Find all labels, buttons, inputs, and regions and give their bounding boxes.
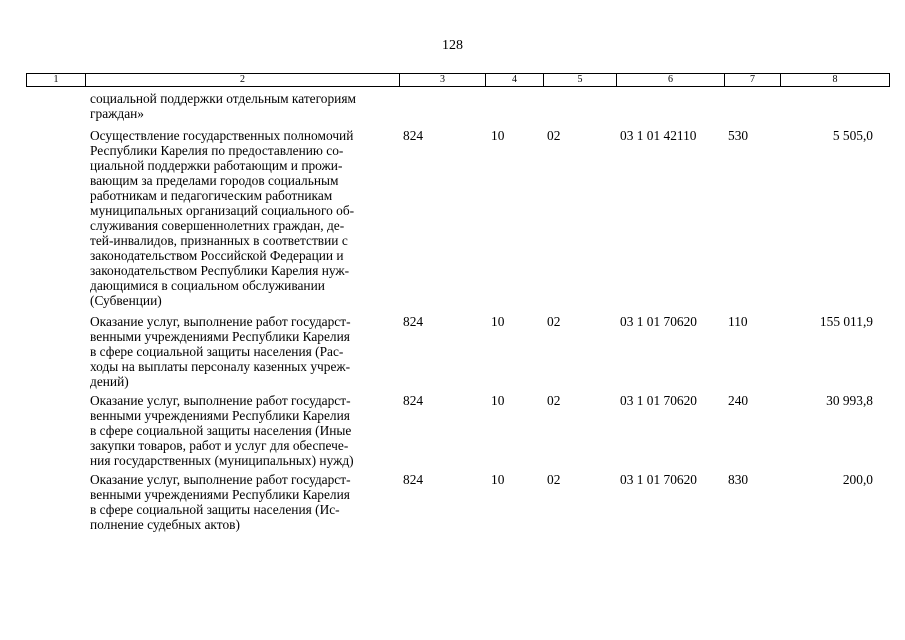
col-expense-type: 240 xyxy=(728,392,749,408)
row-description: социальной поддержки отдельным категориям граждан» xyxy=(90,91,356,121)
row-description: Осуществление государственных полномочий Республики Карелия по предоставлению со- циальной поддержки работающим и прожи- вающим за пределами городов социальным работникам и педагогическим работникам муниципальных организаций социального об- служивания совершеннолетних граждан, де- тей-инвалидов, признанных в соответствии с законодательством Российской Федерации и законодательством Республики Карелия нуж- дающимися в социальном обслуживании (Субвенции) xyxy=(90,128,355,309)
col-amount: 5 505,0 xyxy=(832,128,873,144)
header-col-2: 2 xyxy=(86,74,400,87)
col-subsection: 02 xyxy=(547,471,561,487)
col-target-article: 03 1 01 70620 xyxy=(620,392,697,408)
col-section: 10 xyxy=(491,128,505,144)
col-subsection: 02 xyxy=(547,313,561,329)
col-target-article: 03 1 01 70620 xyxy=(620,313,697,329)
table-header xyxy=(26,73,890,87)
table-row xyxy=(26,314,881,393)
row-description: Оказание услуг, выполнение работ государст- венными учреждениями Республики Карелия в сфере социальной защиты населения (Ис- полнение судебных актов) xyxy=(90,471,351,532)
col-section: 10 xyxy=(491,313,505,329)
table-row xyxy=(26,393,881,472)
table-row xyxy=(26,472,881,536)
header-col-5: 5 xyxy=(544,74,617,87)
row-description: Оказание услуг, выполнение работ государст- венными учреждениями Республики Карелия в сфере социальной защиты населения (Иные закупки товаров, работ и услуг для обеспече- ния государственных (муниципальных) нужд) xyxy=(90,392,354,468)
header-col-7: 7 xyxy=(725,74,781,87)
col-amount: 200,0 xyxy=(842,471,873,487)
col-section: 10 xyxy=(491,392,505,408)
table-row xyxy=(26,91,881,128)
col-code: 824 xyxy=(403,471,424,487)
page-number: 128 xyxy=(442,38,463,53)
header-col-4: 4 xyxy=(486,74,544,87)
col-expense-type: 830 xyxy=(728,471,749,487)
col-subsection: 02 xyxy=(547,128,561,144)
col-code: 824 xyxy=(403,392,424,408)
col-expense-type: 530 xyxy=(728,128,749,144)
col-expense-type: 110 xyxy=(728,313,748,329)
col-code: 824 xyxy=(403,128,424,144)
table-body xyxy=(26,91,881,536)
header-col-1: 1 xyxy=(27,74,86,87)
col-subsection: 02 xyxy=(547,392,561,408)
header-col-8: 8 xyxy=(781,74,890,87)
col-amount: 30 993,8 xyxy=(826,392,873,408)
col-target-article: 03 1 01 70620 xyxy=(620,471,697,487)
col-code: 824 xyxy=(403,313,424,329)
header-col-3: 3 xyxy=(400,74,486,87)
col-target-article: 03 1 01 42110 xyxy=(620,128,697,144)
col-amount: 155 011,9 xyxy=(819,313,873,329)
row-description: Оказание услуг, выполнение работ государст- венными учреждениями Республики Карелия в сфере социальной защиты населения (Рас- ходы на выплаты персоналу казенных учреж- дений) xyxy=(90,313,351,389)
table-row xyxy=(26,128,881,313)
col-section: 10 xyxy=(491,471,505,487)
header-col-6: 6 xyxy=(617,74,725,87)
